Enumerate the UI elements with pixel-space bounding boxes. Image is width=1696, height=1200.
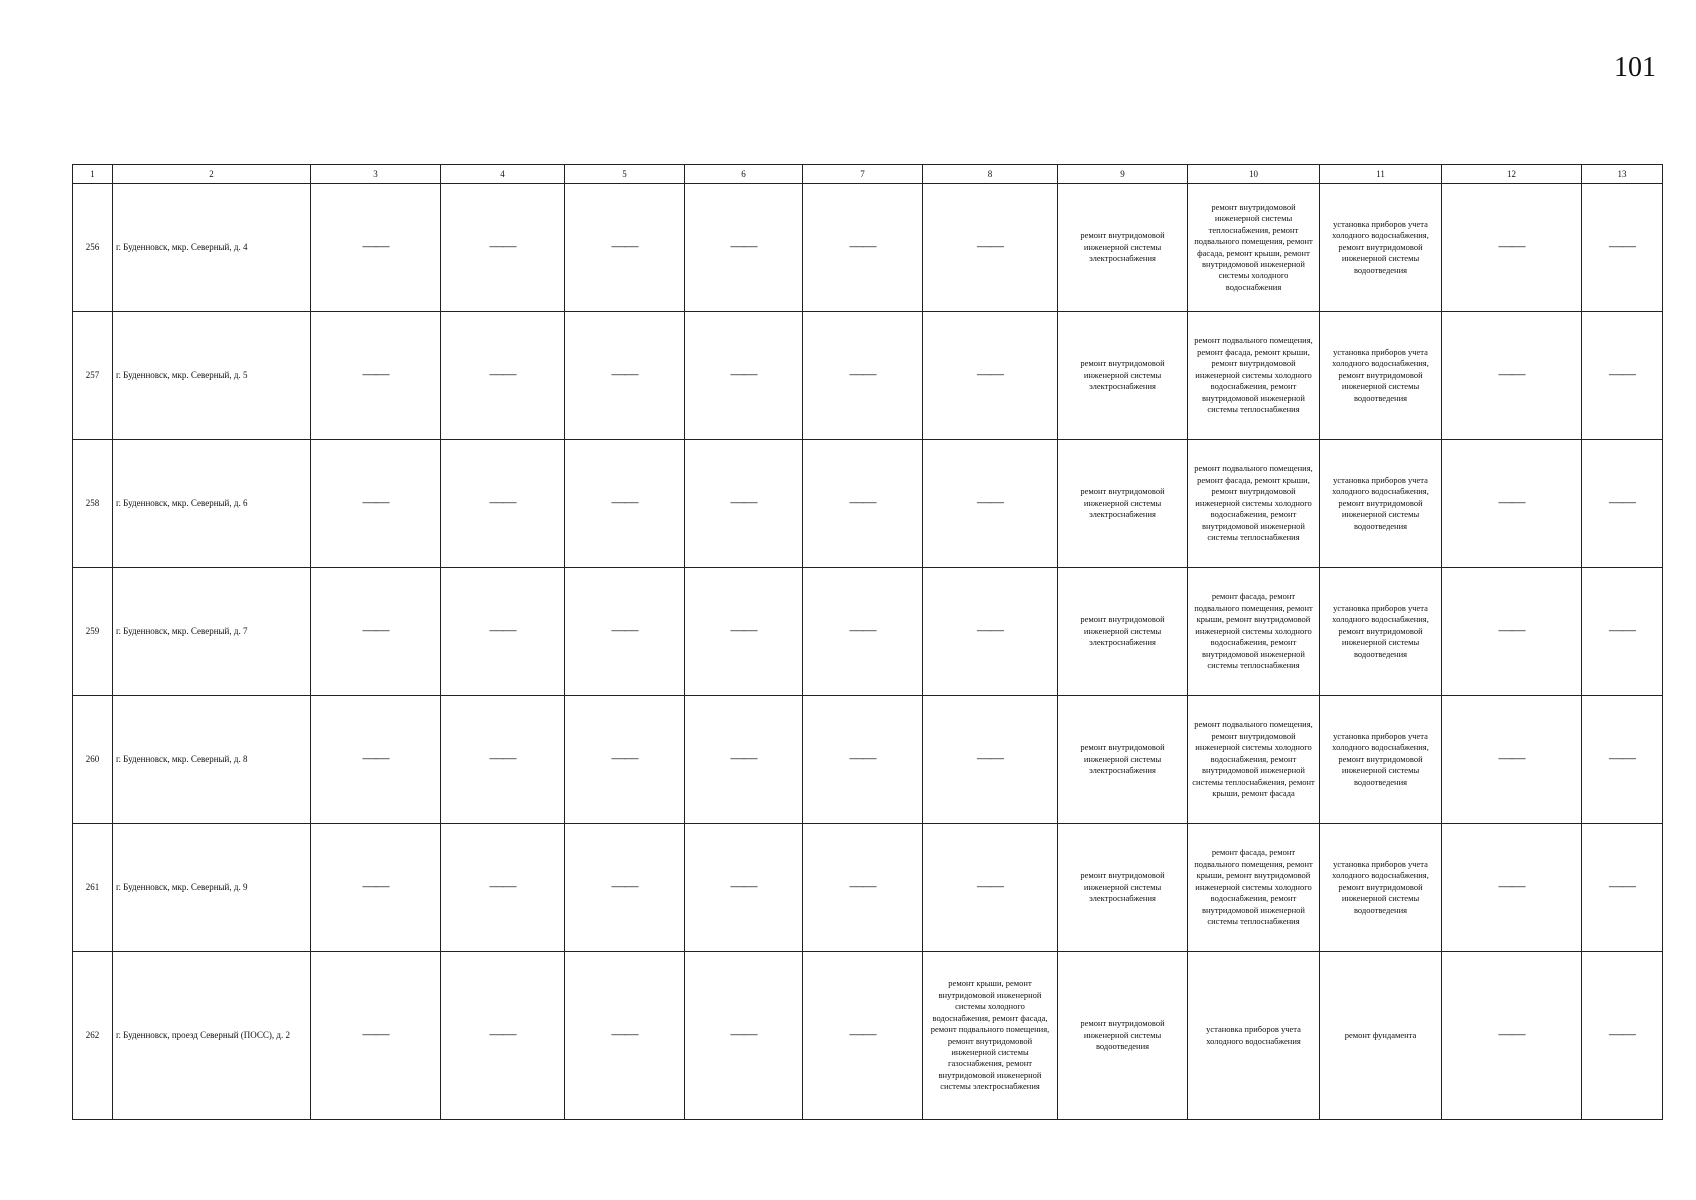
- empty-dash: ——: [1498, 1027, 1525, 1043]
- column-number-3: 3: [311, 165, 441, 184]
- empty-dash: ——: [1609, 751, 1635, 767]
- col-4-cell: [441, 440, 565, 568]
- empty-dash: ——: [849, 367, 876, 383]
- empty-dash: ——: [1498, 239, 1525, 255]
- col-11-cell: установка приборов учета холодного водоснабжения, ремонт внутридомовой инженерной системы водоотведения: [1320, 824, 1442, 952]
- empty-dash: ——: [611, 623, 638, 639]
- col-7-cell: [803, 824, 923, 952]
- col-4-cell: [441, 184, 565, 312]
- col-5-cell: [565, 440, 685, 568]
- col-4-cell: [441, 568, 565, 696]
- empty-dash: ——: [489, 1027, 516, 1043]
- col-7-cell: [803, 696, 923, 824]
- col-5-cell: [565, 568, 685, 696]
- col-5-cell: [565, 312, 685, 440]
- empty-dash: ——: [977, 623, 1003, 639]
- column-number-6: 6: [685, 165, 803, 184]
- column-number-11: 11: [1320, 165, 1442, 184]
- col-10-cell: ремонт подвального помещения, ремонт внутридомовой инженерной системы холодного водоснабжения, ремонт внутридомовой инженерной системы теплоснабжения, ремонт крыши, ремонт фасада: [1188, 696, 1320, 824]
- col-11-cell: установка приборов учета холодного водоснабжения, ремонт внутридомовой инженерной системы водоотведения: [1320, 184, 1442, 312]
- address-cell: г. Буденновск, мкр. Северный, д. 9: [113, 824, 311, 952]
- table-row: [73, 440, 1663, 568]
- row-number: 256: [73, 184, 113, 312]
- empty-dash: ——: [849, 751, 876, 767]
- col-9-cell: ремонт внутридомовой инженерной системы электроснабжения: [1058, 696, 1188, 824]
- col-6-cell: [685, 440, 803, 568]
- empty-dash: ——: [730, 367, 757, 383]
- col-13-cell: [1582, 952, 1663, 1120]
- col-12-cell: [1442, 568, 1582, 696]
- col-12-cell: [1442, 696, 1582, 824]
- col-7-cell: [803, 312, 923, 440]
- column-number-1: 1: [73, 165, 113, 184]
- empty-dash: ——: [1498, 751, 1525, 767]
- col-4-cell: [441, 824, 565, 952]
- col-11-cell: ремонт фундамента: [1320, 952, 1442, 1120]
- table-row: [73, 312, 1663, 440]
- col-11-cell: установка приборов учета холодного водоснабжения, ремонт внутридомовой инженерной системы водоотведения: [1320, 696, 1442, 824]
- table-body: [73, 184, 1663, 1120]
- col-7-cell: [803, 952, 923, 1120]
- col-8-cell: [923, 696, 1058, 824]
- empty-dash: ——: [1609, 623, 1635, 639]
- row-number: 259: [73, 568, 113, 696]
- column-number-8: 8: [923, 165, 1058, 184]
- col-13-cell: [1582, 440, 1663, 568]
- empty-dash: ——: [1498, 367, 1525, 383]
- empty-dash: ——: [977, 495, 1003, 511]
- col-10-cell: установка приборов учета холодного водоснабжения: [1188, 952, 1320, 1120]
- empty-dash: ——: [362, 879, 389, 895]
- col-5-cell: [565, 696, 685, 824]
- column-number-7: 7: [803, 165, 923, 184]
- col-4-cell: [441, 952, 565, 1120]
- empty-dash: ——: [1609, 239, 1635, 255]
- column-number-row: [73, 165, 1663, 184]
- col-9-cell: ремонт внутридомовой инженерной системы электроснабжения: [1058, 568, 1188, 696]
- empty-dash: ——: [489, 879, 516, 895]
- col-8-cell: ремонт крыши, ремонт внутридомовой инженерной системы холодного водоснабжения, ремонт фасада, ремонт подвального помещения, ремонт внутридомовой инженерной системы газоснабжения, ремонт внутридомовой инженерной системы электроснабжения: [923, 952, 1058, 1120]
- empty-dash: ——: [849, 239, 876, 255]
- col-6-cell: [685, 696, 803, 824]
- empty-dash: ——: [362, 239, 389, 255]
- empty-dash: ——: [1498, 495, 1525, 511]
- empty-dash: ——: [1609, 879, 1635, 895]
- col-13-cell: [1582, 696, 1663, 824]
- col-12-cell: [1442, 312, 1582, 440]
- col-13-cell: [1582, 184, 1663, 312]
- empty-dash: ——: [730, 1027, 757, 1043]
- col-12-cell: [1442, 184, 1582, 312]
- col-7-cell: [803, 568, 923, 696]
- col-9-cell: ремонт внутридомовой инженерной системы электроснабжения: [1058, 184, 1188, 312]
- address-cell: г. Буденновск, мкр. Северный, д. 8: [113, 696, 311, 824]
- empty-dash: ——: [362, 623, 389, 639]
- empty-dash: ——: [977, 751, 1003, 767]
- col-5-cell: [565, 184, 685, 312]
- empty-dash: ——: [730, 495, 757, 511]
- column-number-9: 9: [1058, 165, 1188, 184]
- col-6-cell: [685, 824, 803, 952]
- column-number-2: 2: [113, 165, 311, 184]
- empty-dash: ——: [730, 751, 757, 767]
- col-5-cell: [565, 952, 685, 1120]
- col-5-cell: [565, 824, 685, 952]
- empty-dash: ——: [611, 367, 638, 383]
- col-10-cell: ремонт подвального помещения, ремонт фасада, ремонт крыши, ремонт внутридомовой инженерной системы холодного водоснабжения, ремонт внутридомовой инженерной системы теплоснабжения: [1188, 312, 1320, 440]
- col-7-cell: [803, 440, 923, 568]
- row-number: 261: [73, 824, 113, 952]
- col-9-cell: ремонт внутридомовой инженерной системы электроснабжения: [1058, 824, 1188, 952]
- empty-dash: ——: [489, 495, 516, 511]
- col-3-cell: [311, 696, 441, 824]
- col-3-cell: [311, 184, 441, 312]
- repair-schedule-table: [72, 164, 1663, 1120]
- empty-dash: ——: [730, 879, 757, 895]
- col-9-cell: ремонт внутридомовой инженерной системы электроснабжения: [1058, 440, 1188, 568]
- col-12-cell: [1442, 952, 1582, 1120]
- col-6-cell: [685, 568, 803, 696]
- col-8-cell: [923, 312, 1058, 440]
- col-4-cell: [441, 696, 565, 824]
- col-3-cell: [311, 312, 441, 440]
- empty-dash: ——: [849, 879, 876, 895]
- empty-dash: ——: [489, 623, 516, 639]
- col-10-cell: ремонт внутридомовой инженерной системы теплоснабжения, ремонт подвального помещения, ремонт фасада, ремонт крыши, ремонт внутридомовой инженерной системы холодного водоснабжения: [1188, 184, 1320, 312]
- empty-dash: ——: [611, 239, 638, 255]
- table-row: [73, 184, 1663, 312]
- col-6-cell: [685, 184, 803, 312]
- column-number-4: 4: [441, 165, 565, 184]
- col-8-cell: [923, 568, 1058, 696]
- empty-dash: ——: [977, 879, 1003, 895]
- empty-dash: ——: [730, 239, 757, 255]
- col-8-cell: [923, 184, 1058, 312]
- col-9-cell: ремонт внутридомовой инженерной системы водоотведения: [1058, 952, 1188, 1120]
- empty-dash: ——: [611, 879, 638, 895]
- empty-dash: ——: [1498, 623, 1525, 639]
- empty-dash: ——: [362, 1027, 389, 1043]
- empty-dash: ——: [1609, 1027, 1635, 1043]
- col-4-cell: [441, 312, 565, 440]
- address-cell: г. Буденновск, мкр. Северный, д. 6: [113, 440, 311, 568]
- address-cell: г. Буденновск, мкр. Северный, д. 5: [113, 312, 311, 440]
- row-number: 258: [73, 440, 113, 568]
- empty-dash: ——: [977, 367, 1003, 383]
- col-13-cell: [1582, 824, 1663, 952]
- col-3-cell: [311, 952, 441, 1120]
- empty-dash: ——: [849, 623, 876, 639]
- col-3-cell: [311, 824, 441, 952]
- col-13-cell: [1582, 312, 1663, 440]
- empty-dash: ——: [611, 1027, 638, 1043]
- col-12-cell: [1442, 824, 1582, 952]
- empty-dash: ——: [489, 367, 516, 383]
- col-6-cell: [685, 312, 803, 440]
- table-row: [73, 952, 1663, 1120]
- address-cell: г. Буденновск, мкр. Северный, д. 4: [113, 184, 311, 312]
- col-11-cell: установка приборов учета холодного водоснабжения, ремонт внутридомовой инженерной системы водоотведения: [1320, 312, 1442, 440]
- col-3-cell: [311, 440, 441, 568]
- empty-dash: ——: [362, 751, 389, 767]
- col-8-cell: [923, 824, 1058, 952]
- col-7-cell: [803, 184, 923, 312]
- empty-dash: ——: [611, 751, 638, 767]
- col-8-cell: [923, 440, 1058, 568]
- empty-dash: ——: [1609, 495, 1635, 511]
- empty-dash: ——: [1609, 367, 1635, 383]
- col-9-cell: ремонт внутридомовой инженерной системы электроснабжения: [1058, 312, 1188, 440]
- empty-dash: ——: [489, 751, 516, 767]
- col-10-cell: ремонт подвального помещения, ремонт фасада, ремонт крыши, ремонт внутридомовой инженерной системы холодного водоснабжения, ремонт внутридомовой инженерной системы теплоснабжения: [1188, 440, 1320, 568]
- empty-dash: ——: [849, 1027, 876, 1043]
- page-number: 101: [1614, 52, 1656, 83]
- address-cell: г. Буденновск, мкр. Северный, д. 7: [113, 568, 311, 696]
- empty-dash: ——: [1498, 879, 1525, 895]
- col-11-cell: установка приборов учета холодного водоснабжения, ремонт внутридомовой инженерной системы водоотведения: [1320, 440, 1442, 568]
- col-3-cell: [311, 568, 441, 696]
- column-number-10: 10: [1188, 165, 1320, 184]
- column-number-13: 13: [1582, 165, 1663, 184]
- empty-dash: ——: [977, 239, 1003, 255]
- col-6-cell: [685, 952, 803, 1120]
- empty-dash: ——: [730, 623, 757, 639]
- empty-dash: ——: [611, 495, 638, 511]
- column-number-5: 5: [565, 165, 685, 184]
- col-10-cell: ремонт фасада, ремонт подвального помещения, ремонт крыши, ремонт внутридомовой инженерной системы холодного водоснабжения, ремонт внутридомовой инженерной системы теплоснабжения: [1188, 568, 1320, 696]
- col-12-cell: [1442, 440, 1582, 568]
- table-row: [73, 568, 1663, 696]
- empty-dash: ——: [489, 239, 516, 255]
- col-11-cell: установка приборов учета холодного водоснабжения, ремонт внутридомовой инженерной системы водоотведения: [1320, 568, 1442, 696]
- address-cell: г. Буденновск, проезд Северный (ПОСС), д. 2: [113, 952, 311, 1120]
- col-10-cell: ремонт фасада, ремонт подвального помещения, ремонт крыши, ремонт внутридомовой инженерной системы холодного водоснабжения, ремонт внутридомовой инженерной системы теплоснабжения: [1188, 824, 1320, 952]
- row-number: 257: [73, 312, 113, 440]
- row-number: 262: [73, 952, 113, 1120]
- empty-dash: ——: [849, 495, 876, 511]
- table-row: [73, 824, 1663, 952]
- table-row: [73, 696, 1663, 824]
- column-number-12: 12: [1442, 165, 1582, 184]
- col-13-cell: [1582, 568, 1663, 696]
- empty-dash: ——: [362, 367, 389, 383]
- row-number: 260: [73, 696, 113, 824]
- empty-dash: ——: [362, 495, 389, 511]
